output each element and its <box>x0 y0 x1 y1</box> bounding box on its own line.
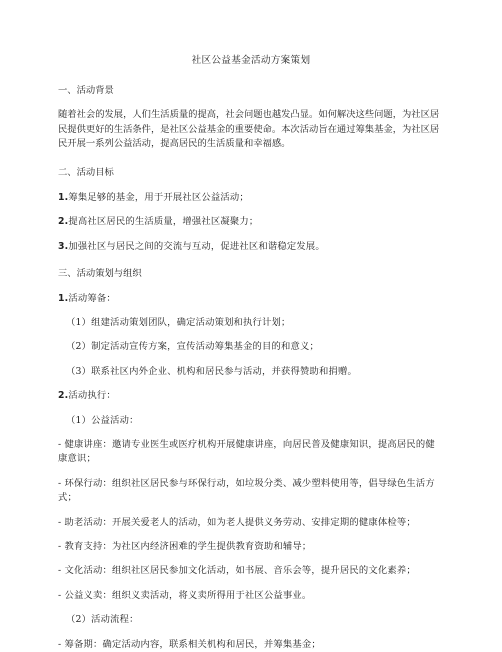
exec-label: 活动执行： <box>68 390 116 402</box>
goal-item <box>58 215 444 229</box>
document-title: 社区公益基金活动方案策划 <box>191 55 311 66</box>
prep-number: 1. <box>58 292 69 304</box>
goal-text: 筹集足够的基金，用于开展社区公益活动； <box>68 191 249 203</box>
activity-item: - 文化活动：组织社区居民参加文化活动，如书展、音乐会等，提升居民的文化素养； <box>58 565 416 577</box>
prep-item: （2）制定活动宣传方案，宣传活动筹集基金的目的和意义； <box>66 341 320 353</box>
section-heading-background: 一、活动背景 <box>58 84 114 96</box>
activity-item: - 健康讲座：邀请专业医生或医疗机构开展健康讲座，向居民普及健康知识，提高居民的健康意识； <box>58 438 435 465</box>
section-heading-planning: 三、活动策划与组织 <box>58 268 142 280</box>
activity-item: - 环保行动：组织社区居民参与环保行动，如垃圾分类、减少塑料使用等，倡导绿色生活方式； <box>58 477 435 504</box>
exec-heading <box>58 389 444 403</box>
exec-sub-heading-flow: （2）活动流程： <box>66 614 139 626</box>
activity-item: - 教育支持：为社区内经济困难的学生提供教育资助和辅导； <box>58 540 312 552</box>
prep-heading <box>58 292 444 306</box>
goal-text: 加强社区与居民之间的交流与互动，促进社区和谐稳定发展。 <box>68 240 325 252</box>
background-paragraph: 随着社会的发展，人们生活质量的提高，社会问题也越发凸显。如何解决这些问题，为社区居民提供更好的生活条件，是社区公益基金的重要使命。本次活动旨在通过筹集基金，为社区居民开展一系列公益活动，提高居民的生活质量和幸福感。 <box>58 109 440 150</box>
goal-number: 2. <box>58 216 69 228</box>
activity-item: - 助老活动：开展关爱老人的活动，如为老人提供义务劳动、安排定期的健康体检等； <box>58 516 416 528</box>
goal-number: 3. <box>58 240 69 252</box>
section-heading-goals: 二、活动目标 <box>58 167 114 179</box>
prep-item: （3）联系社区内外企业、机构和居民参与活动，并获得赞助和捐赠。 <box>66 365 358 377</box>
goal-number: 1. <box>58 191 69 203</box>
prep-label: 活动筹备： <box>68 292 116 304</box>
exec-sub-heading-activities: （1）公益活动： <box>66 414 139 426</box>
activity-item: - 公益义卖：组织义卖活动，将义卖所得用于社区公益事业。 <box>58 589 312 601</box>
flow-item: - 筹备期：确定活动内容，联系相关机构和居民，并筹集基金； <box>58 638 321 650</box>
exec-number: 2. <box>58 390 69 402</box>
prep-item: （1）组建活动策划团队，确定活动策划和执行计划； <box>66 316 291 328</box>
goal-item <box>58 191 444 205</box>
goal-item <box>58 240 444 254</box>
goal-text: 提高社区居民的生活质量，增强社区凝聚力； <box>68 216 259 228</box>
